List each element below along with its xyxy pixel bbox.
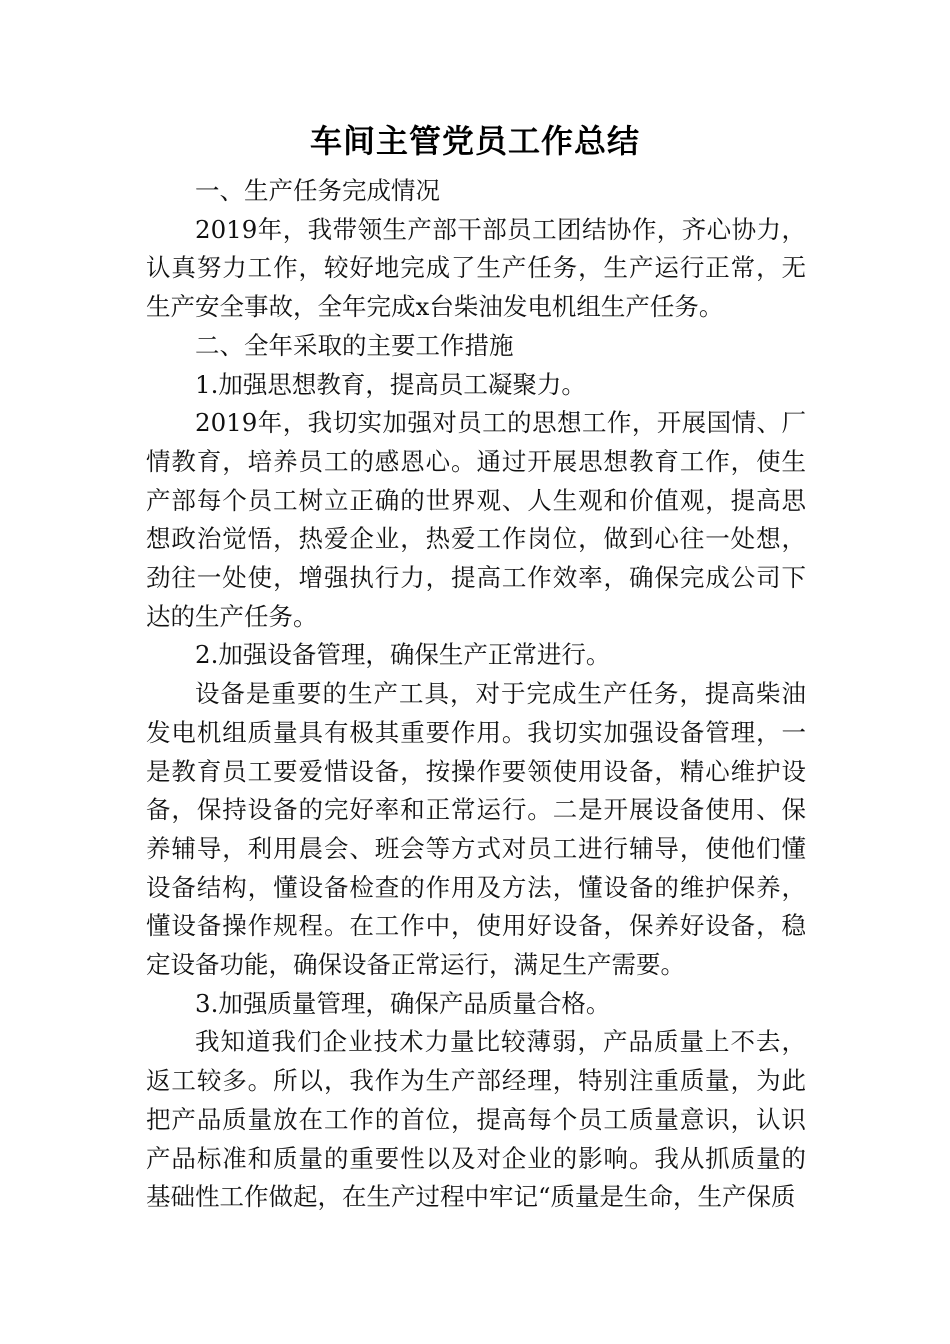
document-title: 车间主管党员工作总结 <box>309 122 640 160</box>
section-heading-2: 二、全年采取的主要工作措施 <box>195 330 514 360</box>
section-heading-1: 一、生产任务完成情况 <box>195 176 440 205</box>
paragraph: 我知道我们企业技术力量比较薄弱，产品质量上不去，返工较多。所以，我作为生产部经理，特别注重质量，为此把产品质量放在工作的首位，提高每个员工质量意识，认识产品标准和质量的重要性以及对企业的影响。我从抓质量的基础性工作做起，在生产过程中牢记“质量是生命，生产保质 <box>146 1027 806 1212</box>
subheading: 2.加强设备管理，确保生产正常进行。 <box>195 640 611 670</box>
subheading: 1.加强思想教育，提高员工凝聚力。 <box>195 369 586 399</box>
paragraph: 2019年，我带领生产部干部员工团结协作，齐心协力，认真努力工作，较好地完成了生产任务，生产运行正常，无生产安全事故，全年完成x台柴油发电机组生产任务。 <box>146 214 806 322</box>
subheading: 3.加强质量管理，确保产品质量合格。 <box>195 988 611 1018</box>
document-body <box>146 172 806 1217</box>
paragraph: 设备是重要的生产工具，对于完成生产任务，提高柴油发电机组质量具有极其重要作用。我切实加强设备管理，一是教育员工要爱惜设备，按操作要领使用设备，精心维护设备，保持设备的完好率和正常运行。二是开展设备使用、保养辅导，利用晨会、班会等方式对员工进行辅导，使他们懂设备结构，懂设备检查的作用及方法，懂设备的维护保养，懂设备操作规程。在工作中，使用好设备，保养好设备，稳定设备功能，确保设备正常运行，满足生产需要。 <box>146 679 806 980</box>
paragraph: 2019年，我切实加强对员工的思想工作，开展国情、厂情教育，培养员工的感恩心。通过开展思想教育工作，使生产部每个员工树立正确的世界观、人生观和价值观，提高思想政治觉悟，热爱企业，热爱工作岗位，做到心往一处想，劲往一处使，增强执行力，提高工作效率，确保完成公司下达的生产任务。 <box>146 408 806 631</box>
